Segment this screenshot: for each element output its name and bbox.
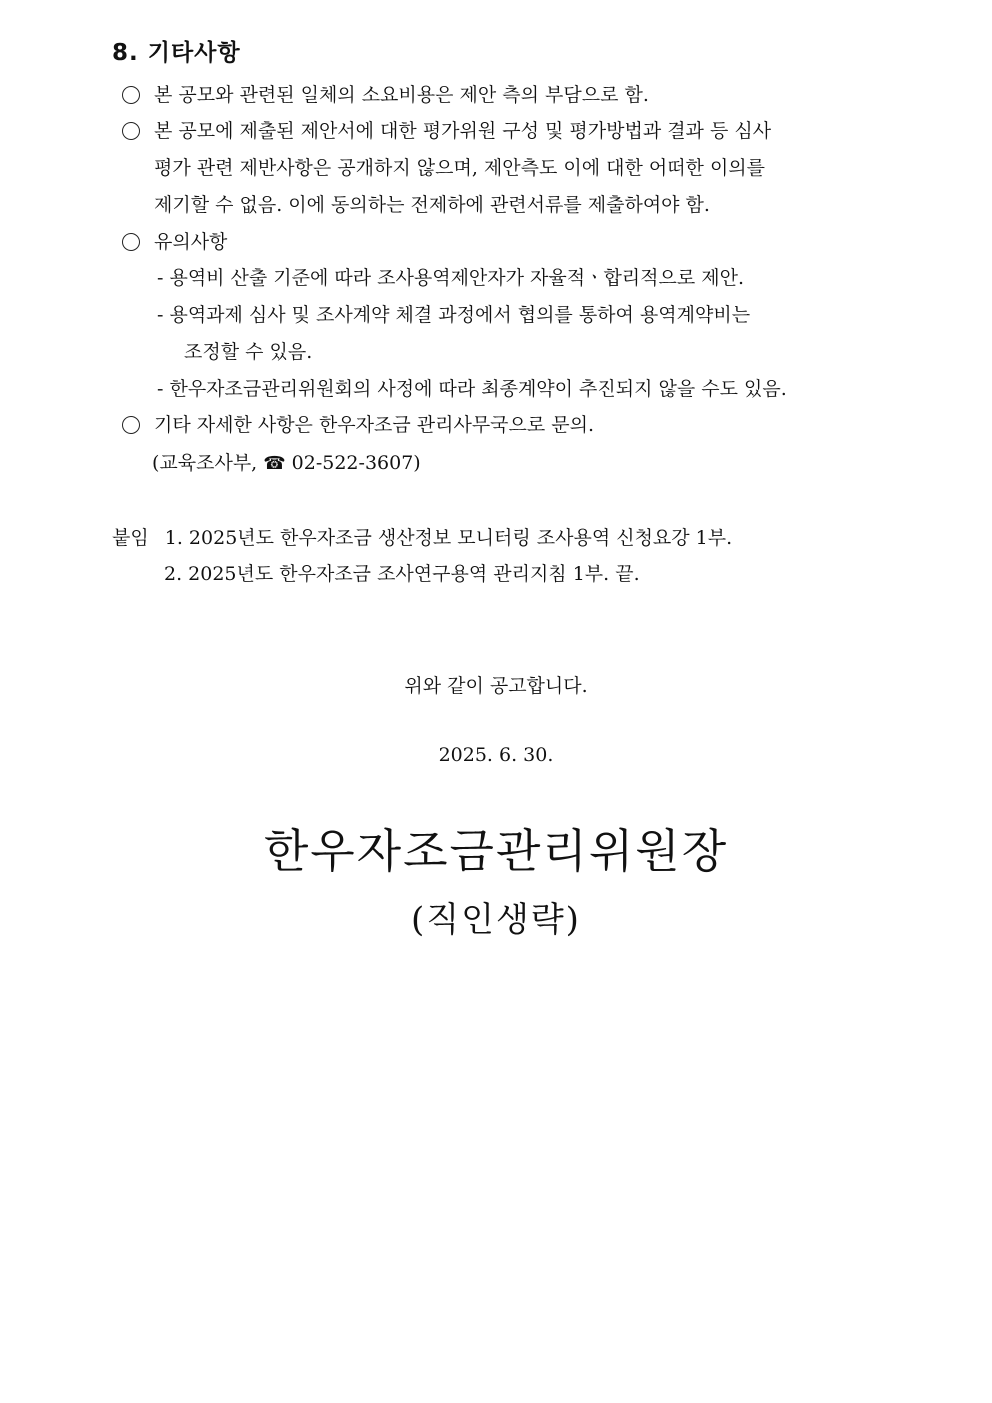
contact-dept: (교육조사부, — [152, 452, 258, 474]
sub-item-continuation: 조정할 수 있음. — [184, 341, 313, 363]
section-heading: 8. 기타사항 — [112, 40, 241, 66]
seal-note: (직인생략) — [411, 900, 581, 940]
attachment-1: 1. 2025년도 한우자조금 생산정보 모니터링 조사용역 신청요강 1부. — [164, 527, 733, 549]
list-item: 기타 자세한 사항은 한우자조금 관리사무국으로 문의. — [122, 412, 594, 438]
list-item-continuation: 평가 관련 제반사항은 공개하지 않으며, 제안측도 이에 대한 어떠한 이의를 — [154, 157, 766, 179]
sub-item: - 용역비 산출 기준에 따라 조사용역제안자가 자율적ㆍ합리적으로 제안. — [157, 267, 745, 289]
attachment-line — [112, 525, 732, 551]
attachment-2: 2. 2025년도 한우자조금 조사연구용역 관리지침 1부. 끝. — [164, 563, 640, 585]
announcement-date: 2025. 6. 30. — [438, 744, 554, 766]
circle-bullet-icon — [122, 233, 140, 251]
circle-bullet-icon — [122, 416, 140, 434]
list-item: 본 공모에 제출된 제안서에 대한 평가위원 구성 및 평가방법과 결과 등 심사 — [122, 118, 898, 144]
attachment-label: 붙임 — [112, 527, 149, 549]
closing-statement: 위와 같이 공고합니다. — [404, 675, 588, 697]
sub-item: - 한우자조금관리위원회의 사정에 따라 최종계약이 추진되지 않을 수도 있음. — [157, 378, 787, 400]
list-item-continuation: 제기할 수 없음. 이에 동의하는 전제하에 관련서류를 제출하여야 함. — [154, 194, 710, 216]
contact-line — [152, 450, 421, 477]
contact-number: 02-522-3607) — [291, 452, 421, 474]
list-item: 유의사항 — [122, 229, 227, 255]
sub-item: - 용역과제 심사 및 조사계약 체결 과정에서 협의를 통하여 용역계약비는 — [157, 304, 751, 326]
list-item: 본 공모와 관련된 일체의 소요비용은 제안 측의 부담으로 함. — [122, 82, 649, 108]
circle-bullet-icon — [122, 122, 140, 140]
circle-bullet-icon — [122, 86, 140, 104]
phone-icon: ☎ — [263, 453, 286, 474]
issuer-title: 한우자조금관리위원장 — [263, 824, 729, 878]
